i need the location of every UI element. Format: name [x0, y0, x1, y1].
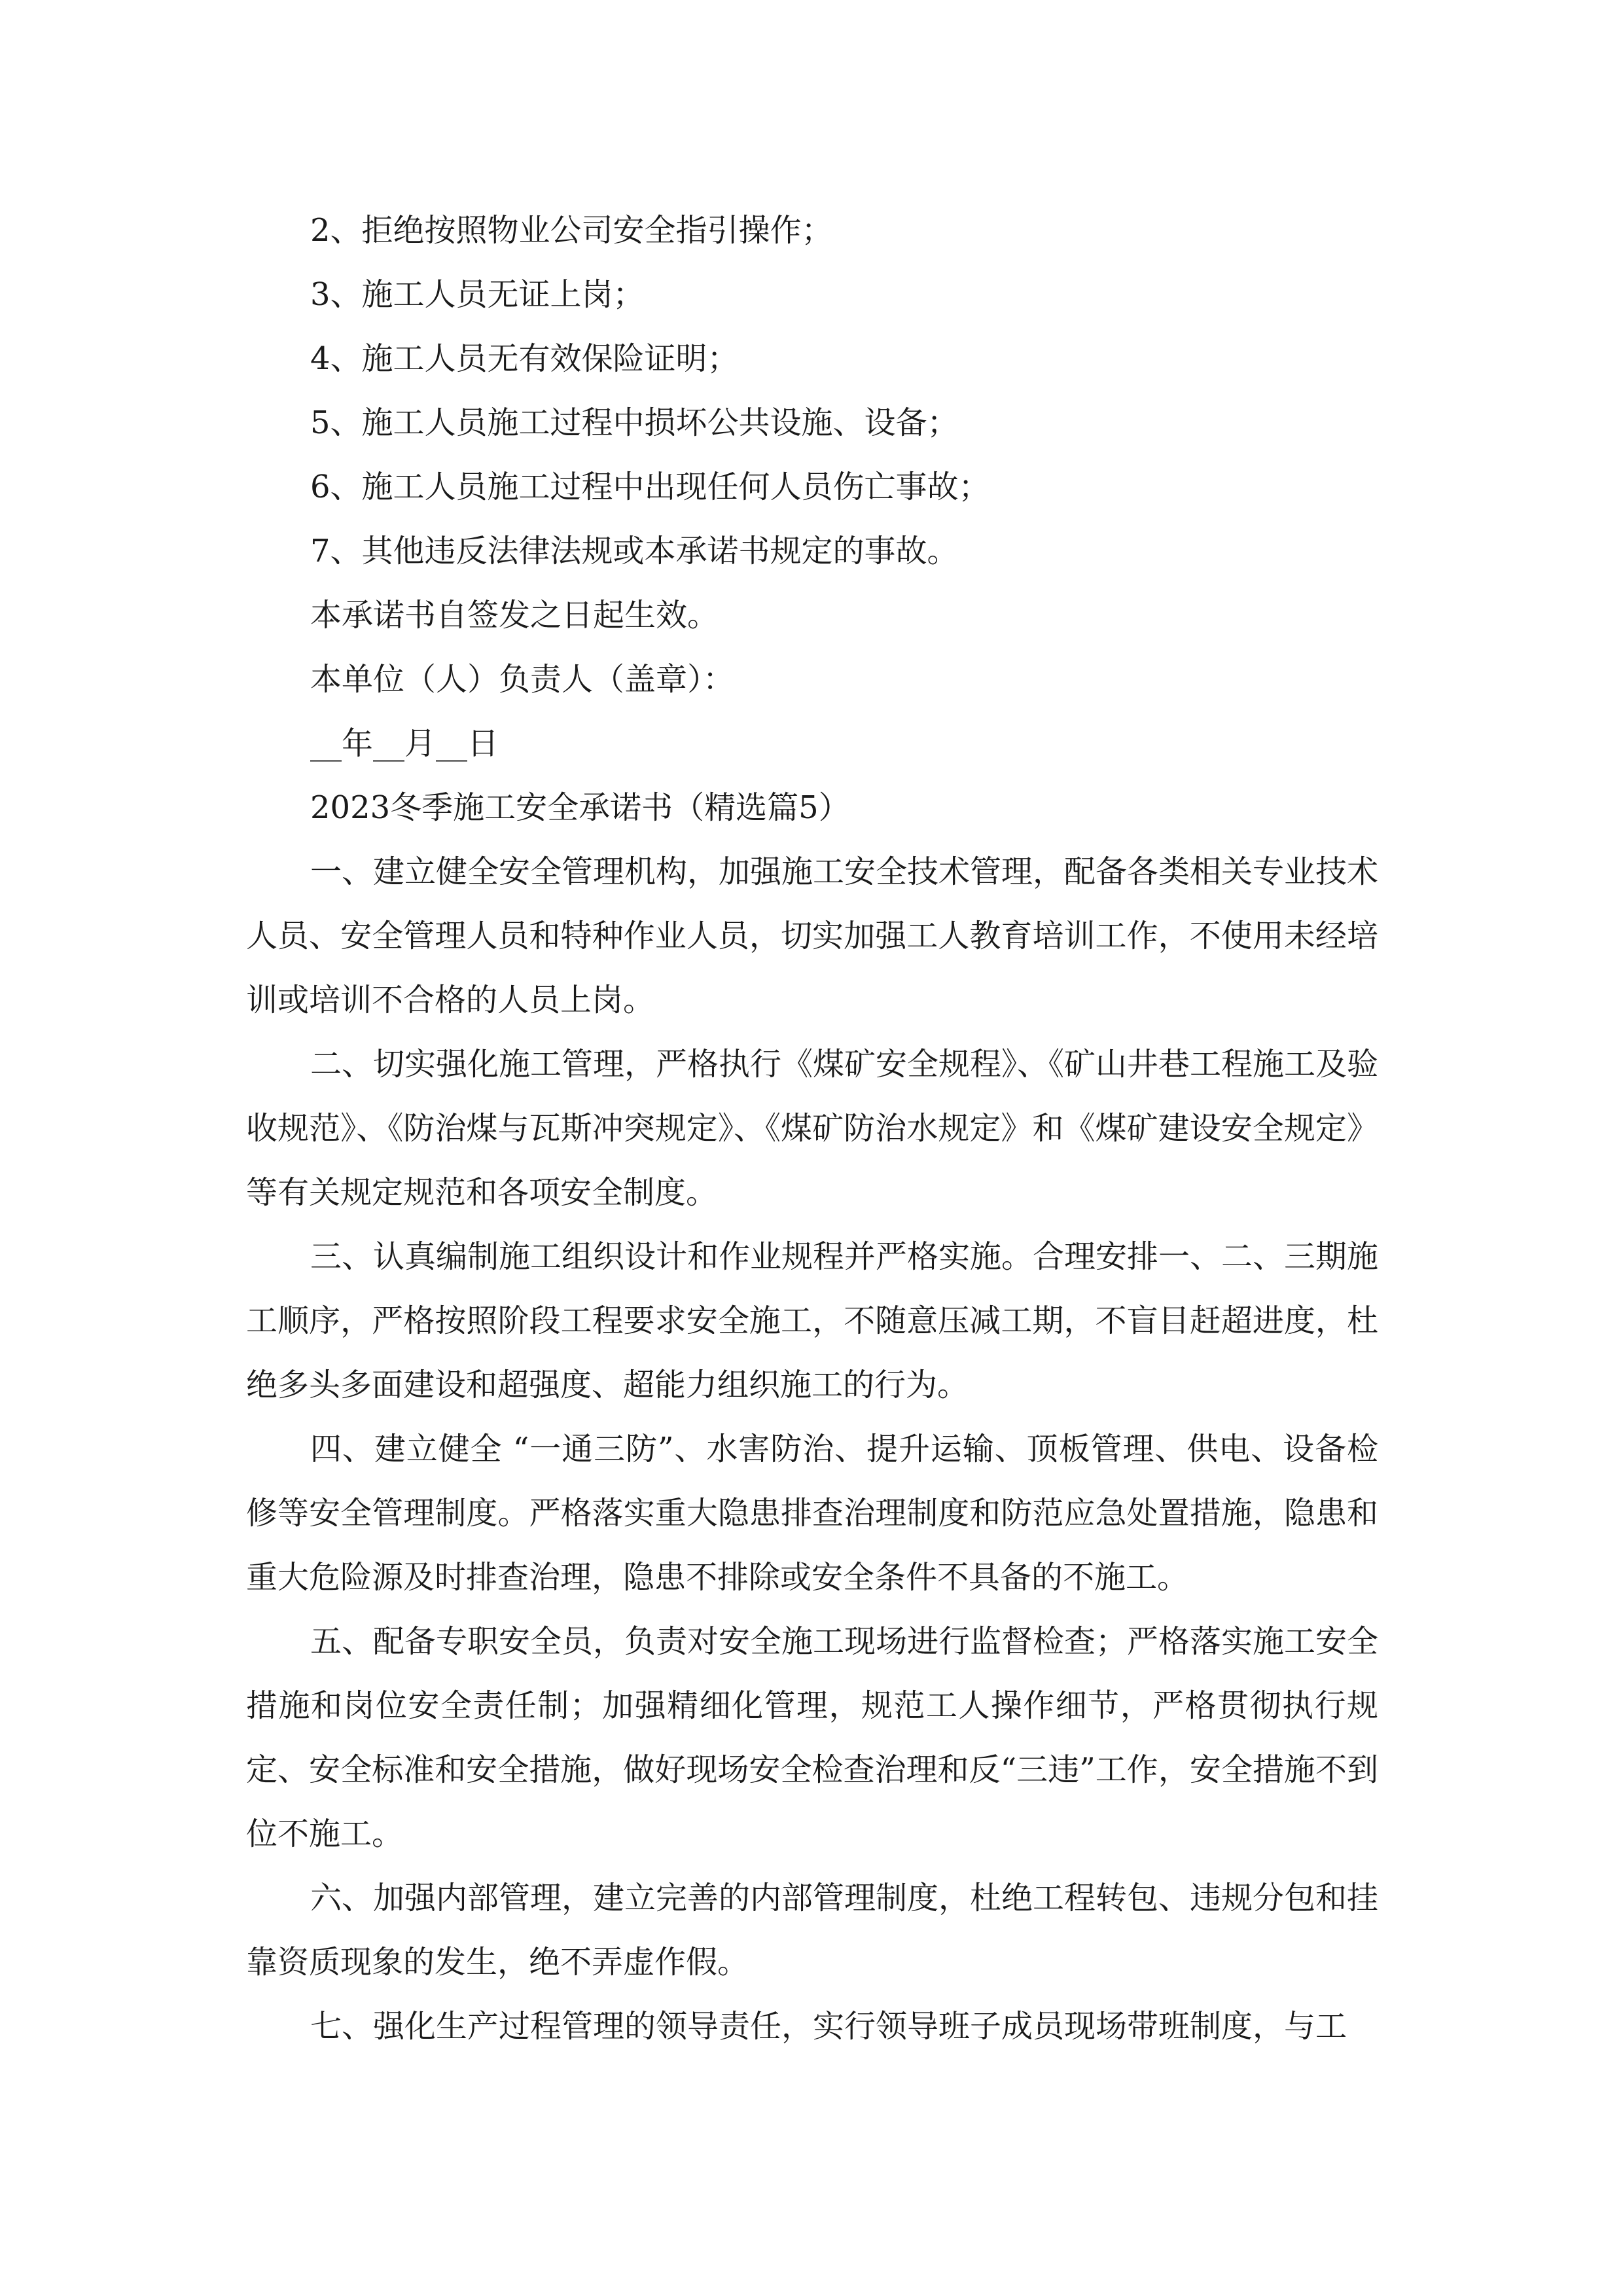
list-item: 3、施工人员无证上岗； [310, 276, 645, 313]
list-item: 7、其他违反法律法规或本承诺书规定的事故。 [310, 533, 959, 569]
paragraph: 二、切实强化施工管理，严格执行《煤矿安全规程》、《矿山井巷工程施工及验收规范》、《防治煤与瓦斯冲突规定》、《煤矿防治水规定》和《煤矿建设安全规定》等有关规定规范和各项安全制度。 [246, 1046, 1379, 1211]
section-title: 2023冬季施工安全承诺书（精选篇5） [310, 789, 850, 826]
document-body [246, 198, 1378, 2058]
list-item: 5、施工人员施工过程中损坏公共设施、设备； [310, 404, 959, 441]
list-item: 4、施工人员无有效保险证明； [310, 340, 739, 377]
list-item: 6、施工人员施工过程中出现任何人员伤亡事故； [310, 469, 990, 505]
date-line: __年__月__日 [310, 725, 499, 762]
paragraph: 七、强化生产过程管理的领导责任，实行领导班子成员现场带班制度，与工 [310, 2008, 1347, 2045]
paragraph: 一、建立健全安全管理机构，加强施工安全技术管理，配备各类相关专业技术人员、安全管理人员和特种作业人员，切实加强工人教育培训工作，不使用未经培训或培训不合格的人员上岗。 [246, 853, 1379, 1018]
paragraph: 三、认真编制施工组织设计和作业规程并严格实施。合理安排一、二、三期施工顺序，严格按照阶段工程要求安全施工，不随意压减工期，不盲目赶超进度，杜绝多头多面建设和超强度、超能力组织施工的行为。 [246, 1238, 1379, 1403]
paragraph: 六、加强内部管理，建立完善的内部管理制度，杜绝工程转包、违规分包和挂靠资质现象的发生，绝不弄虚作假。 [246, 1880, 1379, 1981]
paragraph: 四、建立健全 “一通三防”、水害防治、提升运输、顶板管理、供电、设备检修等安全管理制度。严格落实重大隐患排查治理制度和防范应急处置措施，隐患和重大危险源及时排查治理，隐患不排除或安全条件不具备的不施工。 [246, 1431, 1378, 1596]
list-item: 2、拒绝按照物业公司安全指引操作； [310, 212, 833, 249]
effective-statement: 本承诺书自签发之日起生效。 [310, 597, 719, 634]
paragraph: 五、配备专职安全员，负责对安全施工现场进行监督检查；严格落实施工安全措施和岗位安全责任制；加强精细化管理，规范工人操作细节，严格贯彻执行规定、安全标准和安全措施，做好现场安全检查治理和反“三违”工作，安全措施不到位不施工。 [246, 1623, 1379, 1852]
signature-line: 本单位（人）负责人（盖章）： [310, 661, 735, 698]
